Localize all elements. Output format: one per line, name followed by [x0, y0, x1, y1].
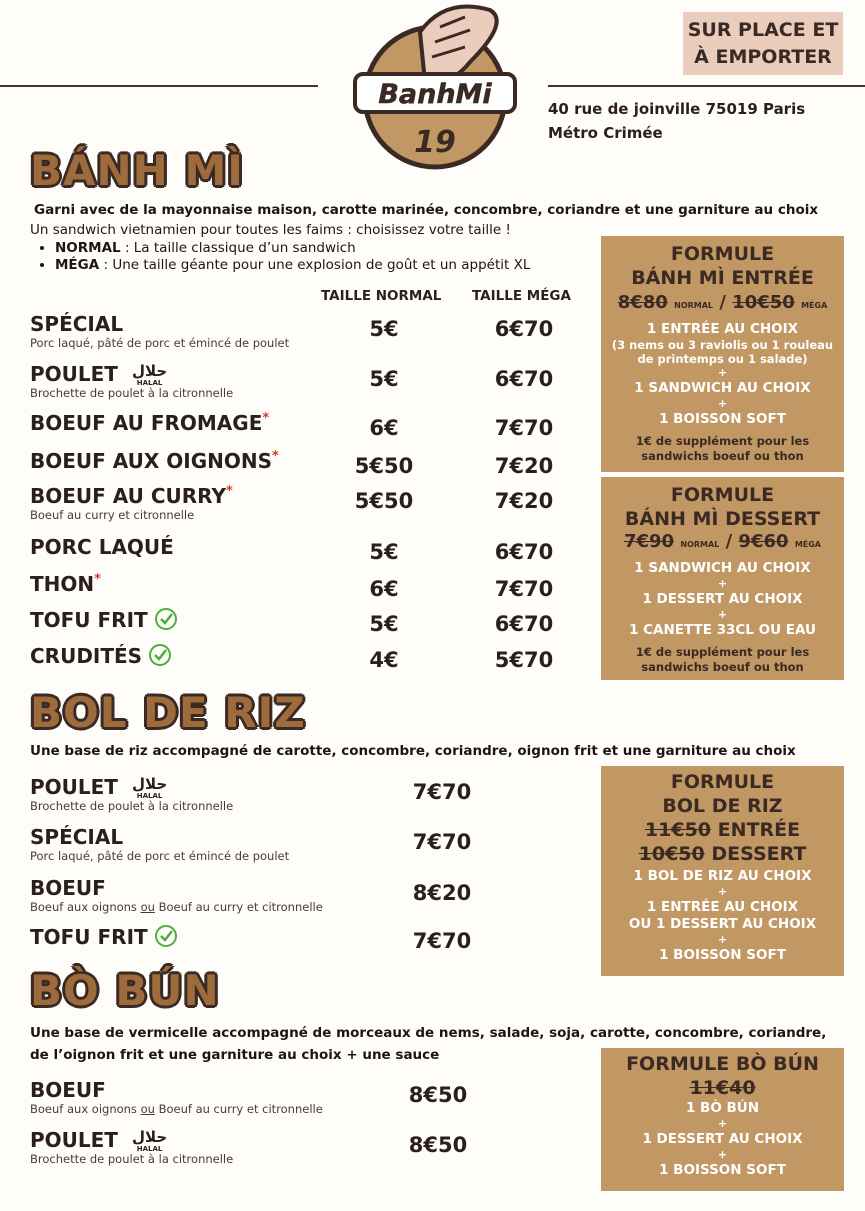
bobun-description-1: Une base de vermicelle accompagné de morceaux de nems, salade, soja, carotte, concombre, coriandre, — [30, 1025, 827, 1041]
formule-bol-line-2b: OU 1 DESSERT AU CHOIX — [628, 916, 817, 932]
menu-item-name: CRUDITÉS — [30, 643, 172, 672]
menu-item-name: BOEUF — [30, 876, 106, 900]
vegetarian-icon — [148, 643, 172, 672]
formule-bol-price-entree: 11€50 ENTRÉE — [644, 819, 801, 841]
menu-item-name: POULET حلال HALAL — [30, 362, 168, 387]
menu-item-description: Porc laqué, pâté de porc et émincé de poulet — [30, 336, 290, 350]
price: 8€50 — [408, 1083, 468, 1107]
formule-bol-price-dessert: 10€50 DESSERT — [638, 843, 807, 865]
menu-item-description: Brochette de poulet à la citronnelle — [30, 799, 234, 813]
formule-dessert-title-1: FORMULE — [670, 484, 775, 506]
menu-item-name: TOFU FRIT — [30, 607, 178, 636]
formule-dessert-prices: 7€90 NORMAL / 9€60 MÉGA — [623, 531, 821, 552]
formule-bobun-line-1: 1 BÒ BÚN — [685, 1100, 760, 1116]
price-normal: 6€ — [369, 416, 399, 440]
formule-bol-box — [601, 766, 844, 976]
price-mega: 5€70 — [494, 648, 554, 672]
banhmi-intro: Un sandwich vietnamien pour toutes les faims : choisissez votre taille ! — [30, 222, 511, 238]
price-mega: 7€70 — [494, 416, 554, 440]
section-title-banhmi: BÁNH MÌ — [30, 146, 244, 195]
menu-item-name: BOEUF AU CURRY* — [30, 484, 233, 508]
tag-line-2: À EMPORTER — [694, 46, 832, 68]
asterisk-mark: * — [94, 572, 101, 587]
menu-item-name: PORC LAQUÉ — [30, 535, 174, 559]
metro: Métro Crimée — [548, 124, 663, 142]
formule-bobun-price: 11€40 — [689, 1077, 756, 1099]
price-mega: 6€70 — [494, 540, 554, 564]
plus-sign: + — [717, 1148, 728, 1161]
halal-icon: حلال HALAL — [131, 775, 168, 800]
menu-item-name: THON* — [30, 572, 101, 596]
halal-icon: حلال HALAL — [131, 1128, 168, 1153]
banhmi-description: Garni avec de la mayonnaise maison, carotte marinée, concombre, coriandre et une garniture au choix — [34, 202, 819, 218]
formule-entree-note: 1€ de supplément pour les sandwichs boeuf ou thon — [635, 434, 810, 463]
price: 7€70 — [412, 929, 472, 953]
menu-item-description: Porc laqué, pâté de porc et émincé de poulet — [30, 849, 290, 863]
formule-entree-line-1: 1 ENTRÉE AU CHOIX — [646, 321, 799, 337]
column-header-mega: TAILLE MÉGA — [472, 288, 571, 304]
formule-entree-line-1-sub: (3 nems ou 3 raviolis ou 1 rouleau de printemps ou 1 salade) — [611, 338, 834, 366]
price-normal: 5€ — [369, 367, 399, 391]
formule-dessert-line-2: 1 DESSERT AU CHOIX — [642, 591, 803, 607]
formule-bobun-box — [601, 1048, 844, 1191]
price-mega: 6€70 — [494, 612, 554, 636]
menu-item-name: BOEUF AU FROMAGE* — [30, 411, 270, 435]
menu-item-name: POULET حلال HALAL — [30, 775, 168, 800]
header-rule-left — [0, 85, 318, 87]
price-normal: 6€ — [369, 577, 399, 601]
formule-entree-line-3: 1 BOISSON SOFT — [659, 411, 786, 427]
asterisk-mark: * — [262, 411, 270, 426]
section-title-bol: BOL DE RIZ — [30, 688, 306, 737]
formule-dessert-box — [601, 477, 844, 680]
section-title-bobun: BÒ BÚN — [30, 966, 220, 1015]
price-normal: 5€ — [369, 540, 399, 564]
formule-bol-line-1: 1 BOL DE RIZ AU CHOIX — [633, 868, 812, 884]
plus-sign: + — [717, 608, 728, 621]
halal-icon: حلال HALAL — [131, 362, 168, 387]
formule-bol-line-3: 1 BOISSON SOFT — [659, 947, 786, 963]
price: 7€70 — [412, 830, 472, 854]
formule-entree-box — [601, 236, 844, 472]
formule-entree-title-1: FORMULE — [670, 243, 775, 265]
tag-line-1: SUR PLACE ET — [687, 19, 839, 41]
logo-text: BanhMi — [378, 79, 492, 110]
formule-bobun-title: FORMULE BÒ BÚN — [626, 1053, 819, 1075]
formule-bol-title-1: FORMULE — [670, 771, 775, 793]
price-normal: 4€ — [369, 648, 399, 672]
formule-dessert-title-2: BÁNH MÌ DESSERT — [624, 508, 821, 530]
price-mega: 7€20 — [494, 489, 554, 513]
menu-item-name: POULET حلال HALAL — [30, 1128, 168, 1153]
formule-bobun-line-2: 1 DESSERT AU CHOIX — [642, 1131, 803, 1147]
price: 8€20 — [412, 881, 472, 905]
formule-bobun-line-3: 1 BOISSON SOFT — [659, 1162, 786, 1178]
formule-dessert-note: 1€ de supplément pour les sandwichs boeuf ou thon — [635, 645, 810, 674]
logo-number: 19 — [414, 125, 456, 160]
formule-dessert-line-3: 1 CANETTE 33CL OU EAU — [629, 622, 816, 638]
plus-sign: + — [717, 1117, 728, 1130]
logo — [350, 2, 520, 172]
service-tag — [683, 12, 843, 75]
menu-item-name: TOFU FRIT — [30, 924, 178, 953]
formule-bol-line-2: 1 ENTRÉE AU CHOIX — [646, 899, 799, 915]
price-normal: 5€50 — [354, 489, 414, 513]
price-mega: 7€20 — [494, 454, 554, 478]
menu-item-name: BOEUF — [30, 1078, 106, 1102]
plus-sign: + — [717, 933, 728, 946]
menu-item-description: Boeuf au curry et citronnelle — [30, 508, 195, 522]
formule-entree-line-2: 1 SANDWICH AU CHOIX — [634, 380, 811, 396]
formule-entree-title-2: BÁNH MÌ ENTRÉE — [631, 267, 814, 289]
menu-item-description: Boeuf aux oignons ou Boeuf au curry et citronnelle — [30, 1102, 323, 1116]
bol-description: Une base de riz accompagné de carotte, concombre, coriandre, oignon frit et une garniture au choix — [30, 743, 796, 759]
vegetarian-icon — [154, 607, 178, 636]
asterisk-mark: * — [225, 484, 233, 499]
plus-sign: + — [717, 577, 728, 590]
plus-sign: + — [717, 366, 728, 379]
price: 7€70 — [412, 780, 472, 804]
size-mega: • MÉGA : Une taille géante pour une explosion de goût et un appétit XL — [55, 257, 530, 274]
address: 40 rue de joinville 75019 Paris — [548, 100, 806, 118]
size-normal: • NORMAL : La taille classique d’un sandwich — [55, 240, 530, 257]
asterisk-mark: * — [272, 449, 279, 464]
menu-item-name: SPÉCIAL — [30, 825, 124, 849]
price-normal: 5€ — [369, 612, 399, 636]
menu-item-description: Brochette de poulet à la citronnelle — [30, 386, 234, 400]
price-mega: 6€70 — [494, 317, 554, 341]
header-rule-right — [548, 85, 865, 87]
menu-item-name: SPÉCIAL — [30, 312, 124, 336]
menu-item-description: Brochette de poulet à la citronnelle — [30, 1152, 234, 1166]
column-header-normal: TAILLE NORMAL — [321, 288, 442, 304]
vegetarian-icon — [154, 924, 178, 953]
menu-item-name: BOEUF AUX OIGNONS* — [30, 449, 279, 473]
formule-entree-prices: 8€80 NORMAL / 10€50 MÉGA — [617, 292, 828, 313]
price: 8€50 — [408, 1133, 468, 1157]
bobun-description-2: de l’oignon frit et une garniture au choix + une sauce — [30, 1047, 440, 1063]
price-mega: 6€70 — [494, 367, 554, 391]
price-mega: 7€70 — [494, 577, 554, 601]
formule-bol-title-2: BOL DE RIZ — [662, 795, 783, 817]
formule-dessert-line-1: 1 SANDWICH AU CHOIX — [634, 560, 811, 576]
price-normal: 5€ — [369, 317, 399, 341]
size-list — [35, 240, 530, 274]
plus-sign: + — [717, 397, 728, 410]
menu-item-description: Boeuf aux oignons ou Boeuf au curry et citronnelle — [30, 900, 323, 914]
price-normal: 5€50 — [354, 454, 414, 478]
plus-sign: + — [717, 885, 728, 898]
